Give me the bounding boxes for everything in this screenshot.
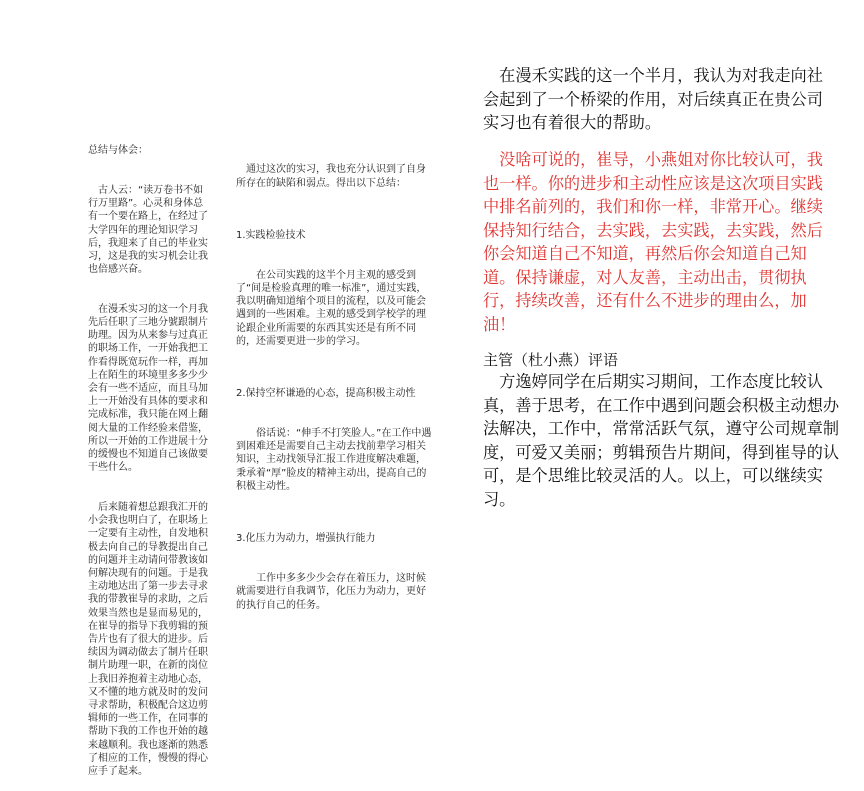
section-1-body: 在公司实践的这半个月主观的感受到了“间是检验真理的唯一标准”，通过实践，我以明确知道缩个项目的流程，以及可能会遇到的一些困难。主观的感受到学校学的理论跟企业所需要的东西其实还是有所不同的，还需要更进一步的学习。 — [236, 269, 427, 347]
section-3-body: 工作中多多少少会存在着压力，这时候就需要进行自我调节，化压力为动力，更好的执行自己的任务。 — [236, 573, 426, 611]
section-2-heading: 2.保持空杯谦逊的心态，提高积极主动性 — [236, 388, 416, 400]
supervisor-comment-text: 方逸婷同学在后期实习期间，工作态度比较认真，善于思考，在工作中遇到问题会积极主动想办法解决，工作中，常常活跃气氛，遵守公司规章制度，可爱又美丽；剪辑预告片期间，得到崔导的认可，是个思维比较灵活的人。以上，可以继续实习。 — [483, 372, 840, 509]
conclusion-intro: 通过这次的实习，我也充分认识到了自身所存在的缺陷和弱点。得出以下总结： — [236, 164, 426, 189]
summary-paragraph-1: 古人云：“读万卷书不如行万里路”。心灵和身体总有一个要在路上，在经过了大学四年的理论知识学习后，我迎来了自己的毕业实习，这是我的实习机会让我也倍感兴奋。 — [88, 185, 208, 276]
summary-paragraph-3: 后来随着想总跟我汇开的小会我也明白了，在职场上一定要有主动性，自发地积极去向自己的导教提出自己的问题并主动请问带教该如何解决现有的问题。于是我主动地达出了第一步去寻求我的带教崔导的求助，之后效果当然也是显而易见的，在崔导的指导下我剪辑的预告片也有了很大的进步。后续因为调动做去了制片任职制片助理一职，在新的岗位上我旧养抱着主动地心态，又不懂的地方就及时的发问寻求帮助，积极配合这边剪辑师的一些工作，在同事的帮助下我的工作也开始的越来越顺利。我也逐渐的熟悉了相应的工作，慢慢的得心应手了起来。 — [88, 501, 208, 777]
section-2-body: 俗话说：“伸手不打笑脸人。”在工作中遇到困难还是需要自己主动去找前辈学习相关知识，主动找领导汇报工作进度解决难题，秉承着“厚”脸皮的精神主动出，提高自己的积极主动性。 — [236, 428, 432, 492]
supervisor-comment-title: 主管（杜小燕）评语 — [483, 351, 619, 369]
reflection-paragraph: 在漫禾实践的这一个半月，我认为对我走向社会起到了一个桥梁的作用，对后续真正在贵公司实习也有着很大的帮助。 — [483, 66, 823, 132]
summary-document — [88, 118, 212, 791]
section-3-heading: 3.化压力为动力，增强执行能力 — [236, 533, 376, 545]
summary-paragraph-2: 在漫禾实习的这一个月我先后任职了三地分號跟制片助理。因为从来参与过真正的职场工作，一开始我把工作看得既宽玩作一样，再加上在陌生的环境里多多少少会有一些不适应，而且马加上一开始没有具体的要求和完成标准，我只能在网上翻阅大量的工作经验来借鉴，所以一开始的工作进展十分的缓慢也不知道自己该做要干些什么。 — [88, 303, 208, 474]
mentor-comment: 没啥可说的，崔导，小燕姐对你比较认可，我也一样。你的进步和主动性应该是这次项目实践中排名前列的，我们和你一样，非常开心。继续保持知行结合，去实践，去实践，去实践，然后你会知道自己不知道，再然后你会知道自己知道。保持谦虚，对人友善，主动出击，贯彻执行，持续改善，还有什么不进步的理由么，加油！ — [483, 150, 823, 334]
summary-heading: 总结与体会： — [88, 145, 148, 157]
conclusion-document — [236, 137, 434, 634]
section-1-heading: 1.实践检验技术 — [236, 230, 306, 242]
